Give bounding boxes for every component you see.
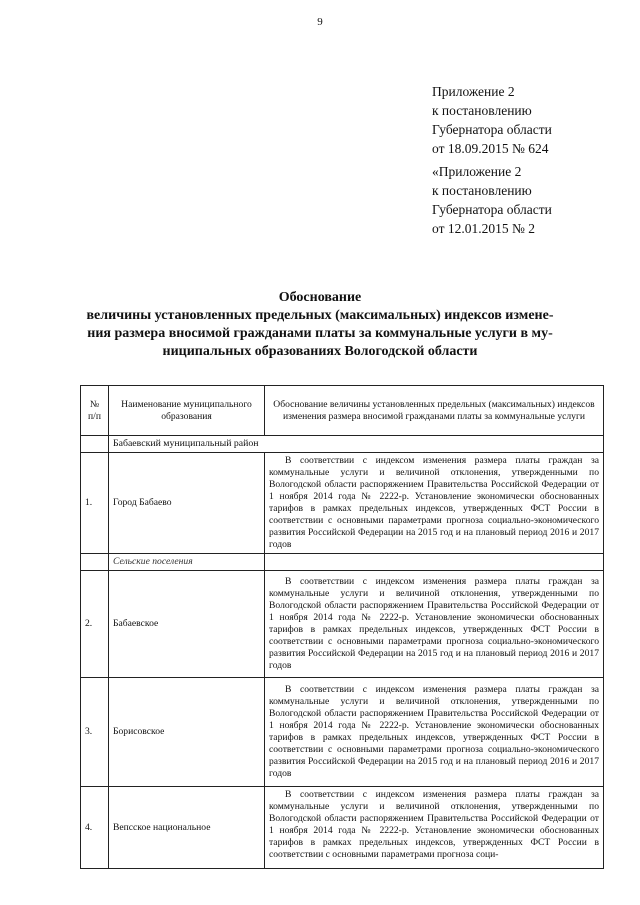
section-title: Бабаевский муниципальный район	[109, 436, 604, 453]
appendix-line: Губернатора области	[432, 202, 552, 217]
appendix-line: «Приложение 2	[432, 164, 522, 179]
subsection-title: Сельские поселения	[109, 554, 265, 571]
appendix-line: к постановлению	[432, 103, 532, 118]
justification-text: В соответствии с индексом изменения размера платы граждан за коммунальные услуги и величиной отклонения, утвержденными по Вологодской области распоряжением Правительства Российской Федерации от 1 ноября 2014 года № 2222-р. Установление экономически обоснованных тарифов в рамках предельных индексов, утвержденных ФСТ России в соответствии с основными параметрами прогноза социально-экономического развития Российской Федерации на 2015 год и на плановый период 2016 и 2017 годов	[269, 576, 599, 671]
table-row	[81, 678, 604, 787]
title-line: величины установленных предельных (максимальных) индексов измене-	[86, 308, 554, 323]
appendix-line: от 18.09.2015 № 624	[432, 141, 549, 156]
title-line: ния размера вносимой гражданами платы за коммунальные услуги в му-	[87, 326, 553, 341]
row-justification	[265, 678, 604, 787]
appendix-line: к постановлению	[432, 183, 532, 198]
document-title	[0, 289, 640, 361]
justification-text: В соответствии с индексом изменения размера платы граждан за коммунальные услуги и величиной отклонения, утвержденными по Вологодской области распоряжением Правительства Российской Федерации от 1 ноября 2014 года № 2222-р. Установление экономически обоснованных тарифов в рамках предельных индексов, утвержденных ФСТ России в соответствии с основными параметрами прогноза социально-экономического развития Российской Федерации на 2015 год и на плановый период 2016 и 2017 годов	[269, 455, 599, 550]
row-municipality: Город Бабаево	[109, 453, 265, 554]
row-municipality: Бабаевское	[109, 571, 265, 678]
justification-table	[80, 385, 604, 869]
table-row	[81, 453, 604, 554]
table-row	[81, 787, 604, 869]
justification-text: В соответствии с индексом изменения размера платы граждан за коммунальные услуги и величиной отклонения, утвержденными по Вологодской области распоряжением Правительства Российской Федерации от 1 ноября 2014 года № 2222-р. Установление экономически обоснованных тарифов в рамках предельных индексов, утвержденных ФСТ России в соответствии с основными параметрами прогноза социально-экономического развития Российской Федерации на 2015 год и на плановый период 2016 и 2017 годов	[269, 684, 599, 779]
justification-text: В соответствии с индексом изменения размера платы граждан за коммунальные услуги и величиной отклонения, утвержденными по Вологодской области распоряжением Правительства Российской Федерации от 1 ноября 2014 года № 2222-р. Установление экономически обоснованных тарифов в рамках предельных индексов, утвержденных ФСТ России в соответствии с основными параметрами прогноза соци-	[269, 789, 599, 860]
page-number: 9	[317, 16, 323, 28]
row-justification	[265, 787, 604, 869]
row-number: 1.	[81, 453, 109, 554]
row-municipality: Борисовское	[109, 678, 265, 787]
table-header-row	[81, 386, 604, 436]
table-section-row	[81, 436, 604, 453]
header-municipality: Наименование муниципального образования	[109, 386, 265, 436]
title-line: Обоснование	[278, 290, 362, 305]
appendix-block-current	[432, 82, 552, 158]
appendix-block-previous	[432, 162, 552, 238]
header-justification: Обоснование величины установленных предельных (максимальных) индексов изменения размера вносимой гражданами платы за коммунальные услуги	[265, 386, 604, 436]
row-justification	[265, 453, 604, 554]
row-number: 4.	[81, 787, 109, 869]
appendix-line: от 12.01.2015 № 2	[432, 221, 535, 236]
title-line: ниципальных образованиях Вологодской области	[162, 344, 478, 359]
row-municipality: Вепсское национальное	[109, 787, 265, 869]
row-justification	[265, 571, 604, 678]
appendix-line: Губернатора области	[432, 122, 552, 137]
table-row	[81, 571, 604, 678]
row-number: 3.	[81, 678, 109, 787]
row-number: 2.	[81, 571, 109, 678]
appendix-line: Приложение 2	[432, 84, 515, 99]
header-number: № п/п	[81, 386, 109, 436]
table-subsection-row	[81, 554, 604, 571]
